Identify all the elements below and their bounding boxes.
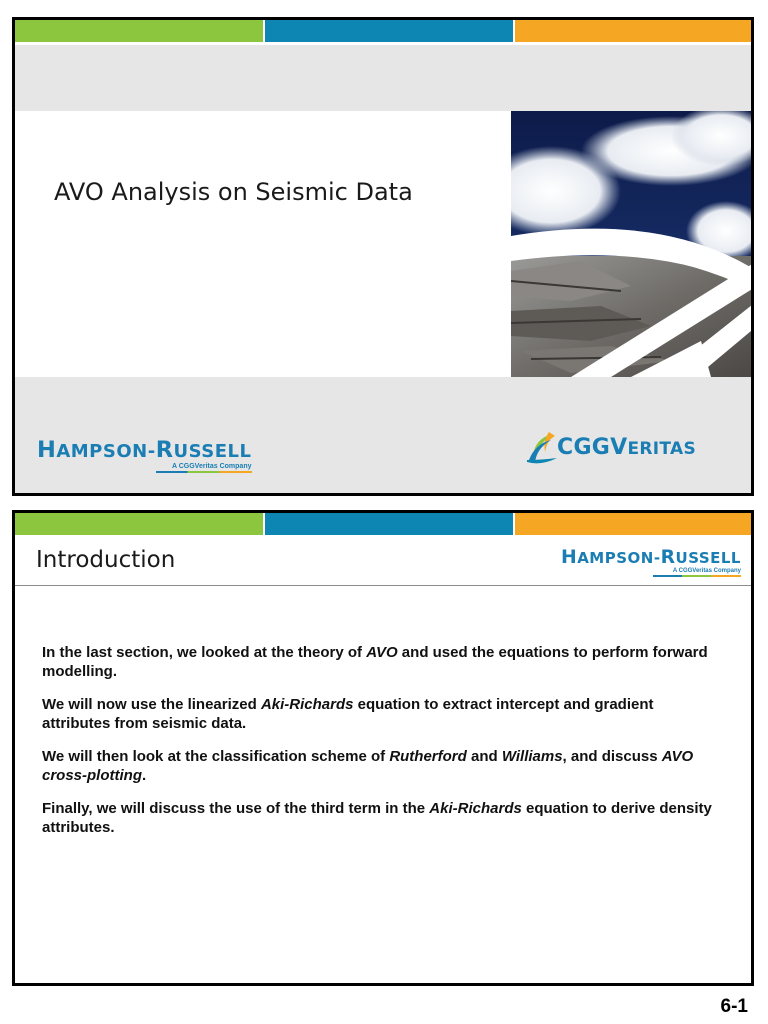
title-divider <box>15 585 751 586</box>
slide-body <box>42 643 722 851</box>
color-bar-blue <box>265 513 513 535</box>
hampson-russell-logo: HAMPSON-RUSSELL A CGGVeritas Company <box>37 437 252 473</box>
paragraph-text: We will then look at the classification scheme of <box>42 748 390 765</box>
color-bar-orange <box>515 20 751 42</box>
cggveritas-swirl-icon <box>527 430 557 464</box>
color-bar-green <box>15 513 263 535</box>
color-bar-blue <box>265 20 513 42</box>
body-paragraph <box>42 799 722 837</box>
paragraph-text: In the last section, we looked at the theory of <box>42 644 367 661</box>
title-slide <box>12 17 754 496</box>
hampson-russell-logo: HAMPSON-RUSSELL A CGGVeritas Company <box>561 547 741 577</box>
page-number: 6-1 <box>720 996 748 1017</box>
top-gray-band <box>15 45 751 111</box>
paragraph-text: , and discuss <box>562 748 662 765</box>
emphasis-text: Williams <box>501 748 563 765</box>
header-color-bar <box>15 20 751 42</box>
body-paragraph <box>42 747 722 785</box>
slide-title: AVO Analysis on Seismic Data <box>54 178 413 206</box>
slide-title: Introduction <box>36 547 176 573</box>
color-bar-green <box>15 20 263 42</box>
logo-tagline: A CGGVeritas Company <box>156 463 252 473</box>
body-paragraph <box>42 643 722 681</box>
emphasis-text: AVO <box>366 644 398 661</box>
color-bar-orange <box>515 513 751 535</box>
paragraph-text: equation to extract intercept and gradient attributes from seismic data. <box>42 696 654 732</box>
paragraph-text: . <box>142 767 147 784</box>
emphasis-text: Rutherford <box>389 748 467 765</box>
emphasis-text: Aki-Richards <box>260 696 354 713</box>
paragraph-text: and <box>466 748 502 765</box>
cggveritas-logo: CGGVERITAS <box>527 430 696 464</box>
introduction-slide <box>12 510 754 986</box>
sky-and-rock-photo <box>511 111 754 377</box>
paragraph-text: equation to derive density attributes. <box>42 800 712 836</box>
header-color-bar <box>15 513 751 535</box>
paragraph-text: We will now use the linearized <box>42 696 261 713</box>
logo-tagline: A CGGVeritas Company <box>653 568 741 577</box>
emphasis-text: Aki-Richards <box>429 800 522 817</box>
paragraph-text: Finally, we will discuss the use of the third term in the <box>42 800 430 817</box>
body-paragraph <box>42 695 722 733</box>
paragraph-text: and used the equations to perform forward modelling. <box>42 644 708 680</box>
emphasis-text: AVO cross-plotting <box>42 748 694 784</box>
